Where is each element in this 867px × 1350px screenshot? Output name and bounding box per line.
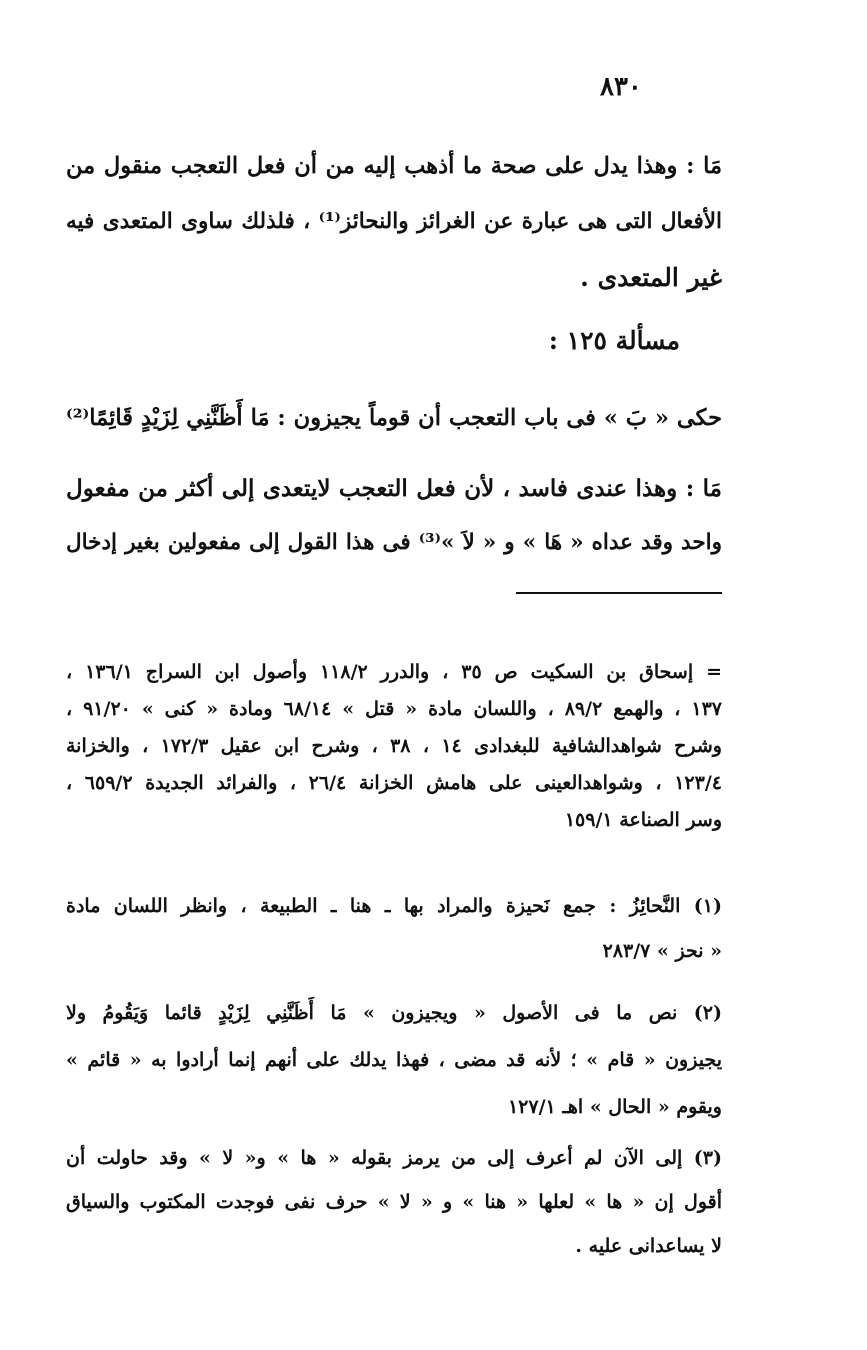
section-heading: مسألة ١٢٥ : — [548, 326, 680, 355]
text-line: مَا : وهذا يدل على صحة ما أذهب إليه من أن فعل التعجب منقول من — [66, 153, 722, 179]
footnote-line: « نحز » ٢٨٣/٧ — [602, 940, 722, 962]
footnote-line: ١٢٣/٤ ، وشواهدالعينى على هامش الخزانة ٢٦/٤ ، والفرائد الجديدة ٦٥٩/٢ ، — [66, 772, 722, 794]
page-number: ٨٣٠ — [600, 72, 642, 102]
footnote-line: = إسحاق بن السكيت ص ٣٥ ، والدرر ١١٨/٢ وأصول ابن السراج ١٣٦/١ ، — [66, 661, 722, 683]
paragraph-3 — [66, 462, 722, 570]
footnote-line: (٢) نص ما فى الأصول « ويجيزون » مَا أَظَنَّنِي لِزَيْدٍ قائما وَيَقُومُ ولا — [66, 1002, 722, 1024]
footnote-line: لا يساعدانى عليه . — [575, 1235, 722, 1257]
footnote-line: يجيزون « قام » ؛ لأنه قد مضى ، فهذا يدلك على أنهم إنما أرادوا به « قائم » — [66, 1049, 722, 1071]
footnote-2 — [66, 990, 722, 1131]
text-line: واحد وقد عداه « هَا » و « لاَ »⁽³⁾ فى هذا القول إلى مفعولين بغير إدخال — [66, 530, 722, 555]
footnote-divider — [516, 592, 722, 594]
paragraph-1 — [66, 138, 722, 306]
footnote-1 — [66, 884, 722, 974]
footnote-line: أقول إن « ها » لعلها « هنا » و « لا » حرف نفى فوجدت المكتوب والسياق — [66, 1191, 722, 1213]
footnote-line: ١٣٧ ، والهمع ٨٩/٢ ، واللسان مادة « قتل » ٦٨/١٤ ومادة « كنى » ٩١/٢٠ ، — [66, 698, 723, 720]
text-line: الأفعال التى هى عبارة عن الغرائز والنحائز⁽¹⁾ ، فلذلك ساوى المتعدى فيه — [66, 209, 722, 234]
footnote-continued — [66, 654, 722, 839]
text-line: غير المتعدى . — [580, 263, 722, 292]
footnote-line: ويقوم « الحال » اهـ ١٢٧/١ — [507, 1096, 722, 1118]
footnote-3 — [66, 1136, 722, 1268]
paragraph-2 — [66, 390, 722, 446]
footnote-line: (١) النَّحائِزُ : جمع نَحيزة والمراد بها ـ هنا ـ الطبيعة ، وانظر اللسان مادة — [66, 895, 722, 917]
footnote-line: (٣) إلى الآن لم أعرف إلى من يرمز بقوله « ها » و« لا » وقد حاولت أن — [66, 1147, 722, 1169]
text-line: حكى « بَ » فى باب التعجب أن قوماً يجيزون : مَا أَظَنَّنِي لِزَيْدٍ قَائِمًا⁽²⁾ — [66, 405, 722, 431]
footnote-line: وشرح شواهدالشافية للبغدادى ١٤ ، ٣٨ ، وشرح ابن عقيل ١٧٢/٣ ، والخزانة — [66, 735, 722, 757]
text-line: مَا : وهذا عندى فاسد ، لأن فعل التعجب لايتعدى إلى أكثر من مفعول — [66, 475, 722, 502]
footnote-line: وسر الصناعة ١٥٩/١ — [564, 809, 722, 831]
